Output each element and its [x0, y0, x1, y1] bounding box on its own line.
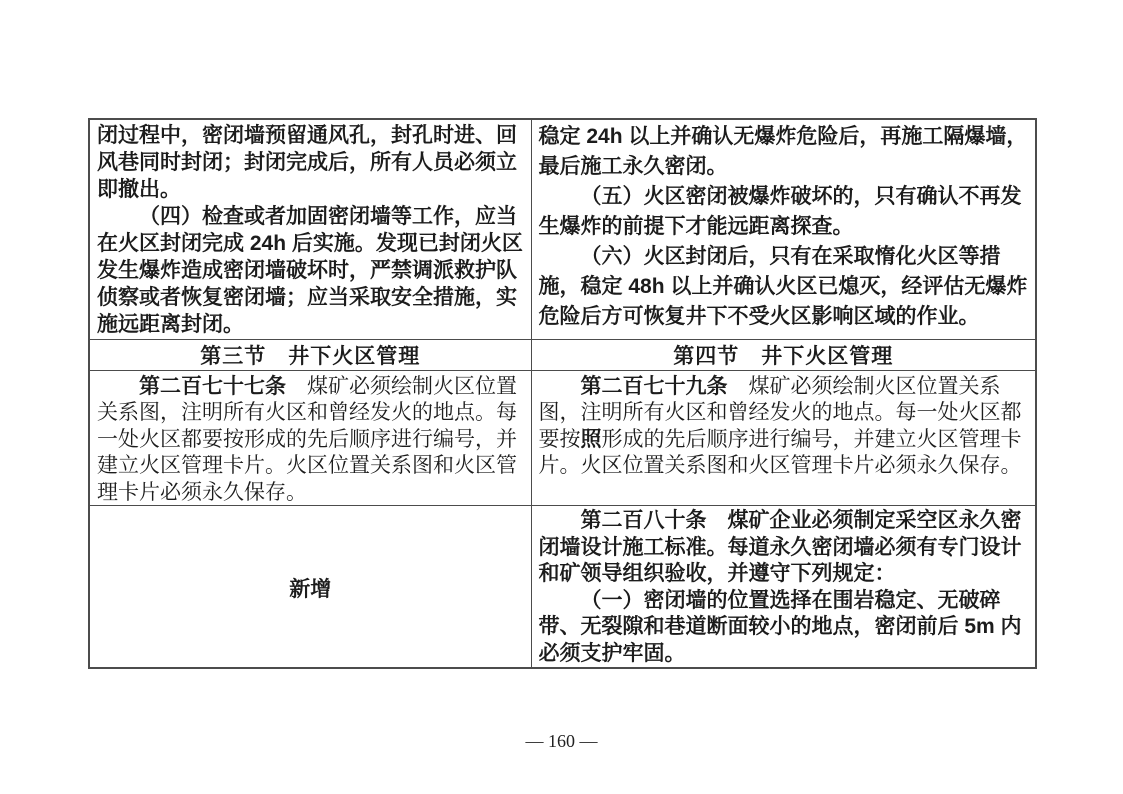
old-closure-paragraph-continuation: 闭过程中，密闭墙预留通风孔，封孔时进、回风巷同时封闭；封闭完成后，所有人员必须立即撤出。 [97, 124, 517, 201]
old-section-heading: 第三节 井下火区管理 [89, 339, 531, 370]
new-article-279-cell [531, 370, 1036, 506]
old-article-277-paragraph [97, 373, 524, 506]
new-article-280-paragraph1 [539, 508, 1029, 588]
new-article-279-body-after: 形成的先后顺序进行编号，并建立火区管理卡片。火区位置关系图和火区管理卡片必须永久保存。 [538, 426, 1022, 477]
page-number: — 160 — [525, 731, 598, 751]
newly-added-label: 新增 [289, 577, 332, 601]
table-row [89, 119, 1036, 339]
new-closure-paragraph-continuation: 稳定 24h 以上并确认无爆炸危险后，再施工隔爆墙，最后施工永久密闭。 [538, 125, 1028, 178]
new-article-280-body: 煤矿企业必须制定采空区永久密闭墙设计施工标准。每道永久密闭墙必须有专门设计和矿领导组织验收，并遵守下列规定： [538, 509, 1022, 585]
old-article-277-cell [89, 370, 531, 506]
new-section-heading: 第四节 井下火区管理 [531, 339, 1036, 370]
new-article-279-number: 第二百七十九条 [580, 373, 728, 398]
old-closure-paragraph-item4: （四）检查或者加固密闭墙等工作，应当在火区封闭完成 24h 后实施。发现已封闭火区发生爆炸造成密闭墙破坏时，严禁调派救护队侦察或者恢复密闭墙；应当采取安全措施，实施远距离封闭。 [97, 205, 523, 336]
new-article-280-cell [531, 506, 1036, 669]
table-row [89, 506, 1036, 669]
old-article-277-number: 第二百七十七条 [139, 373, 286, 398]
old-closure-clause-cell [89, 119, 531, 339]
table-row [89, 370, 1036, 506]
new-closure-paragraph-item5: （五）火区密闭被爆炸破坏的，只有确认不再发生爆炸的前提下才能远距离探查。 [538, 185, 1022, 238]
old-article-277-body: 煤矿必须绘制火区位置关系图，注明所有火区和曾经发火的地点。每一处火区都要按形成的先后顺序进行编号，并建立火区管理卡片。火区位置关系图和火区管理卡片必须永久保存。 [97, 373, 517, 504]
new-article-280-paragraph2: （一）密闭墙的位置选择在围岩稳定、无破碎带、无裂隙和巷道断面较小的地点，密闭前后 5m 内必须支护牢固。 [538, 588, 1022, 665]
new-closure-paragraph-item6: （六）火区封闭后，只有在采取惰化火区等措施，稳定 48h 以上并确认火区已熄灭，经评估无爆炸危险后方可恢复井下不受火区影响区域的作业。 [538, 245, 1028, 328]
new-article-279-body-before: 煤矿必须绘制火区位置关系图，注明所有火区和曾经发火的地点。每一处火区都要按 [538, 373, 1022, 451]
new-closure-clause-cell [531, 119, 1036, 339]
regulation-comparison-table [88, 118, 1037, 669]
new-article-279-emphasized-char: 照 [580, 426, 602, 451]
old-newly-added-label-cell [89, 506, 531, 669]
new-article-280-number: 第二百八十条 [580, 509, 707, 532]
table-row [89, 339, 1036, 370]
new-article-279-paragraph [539, 373, 1029, 479]
